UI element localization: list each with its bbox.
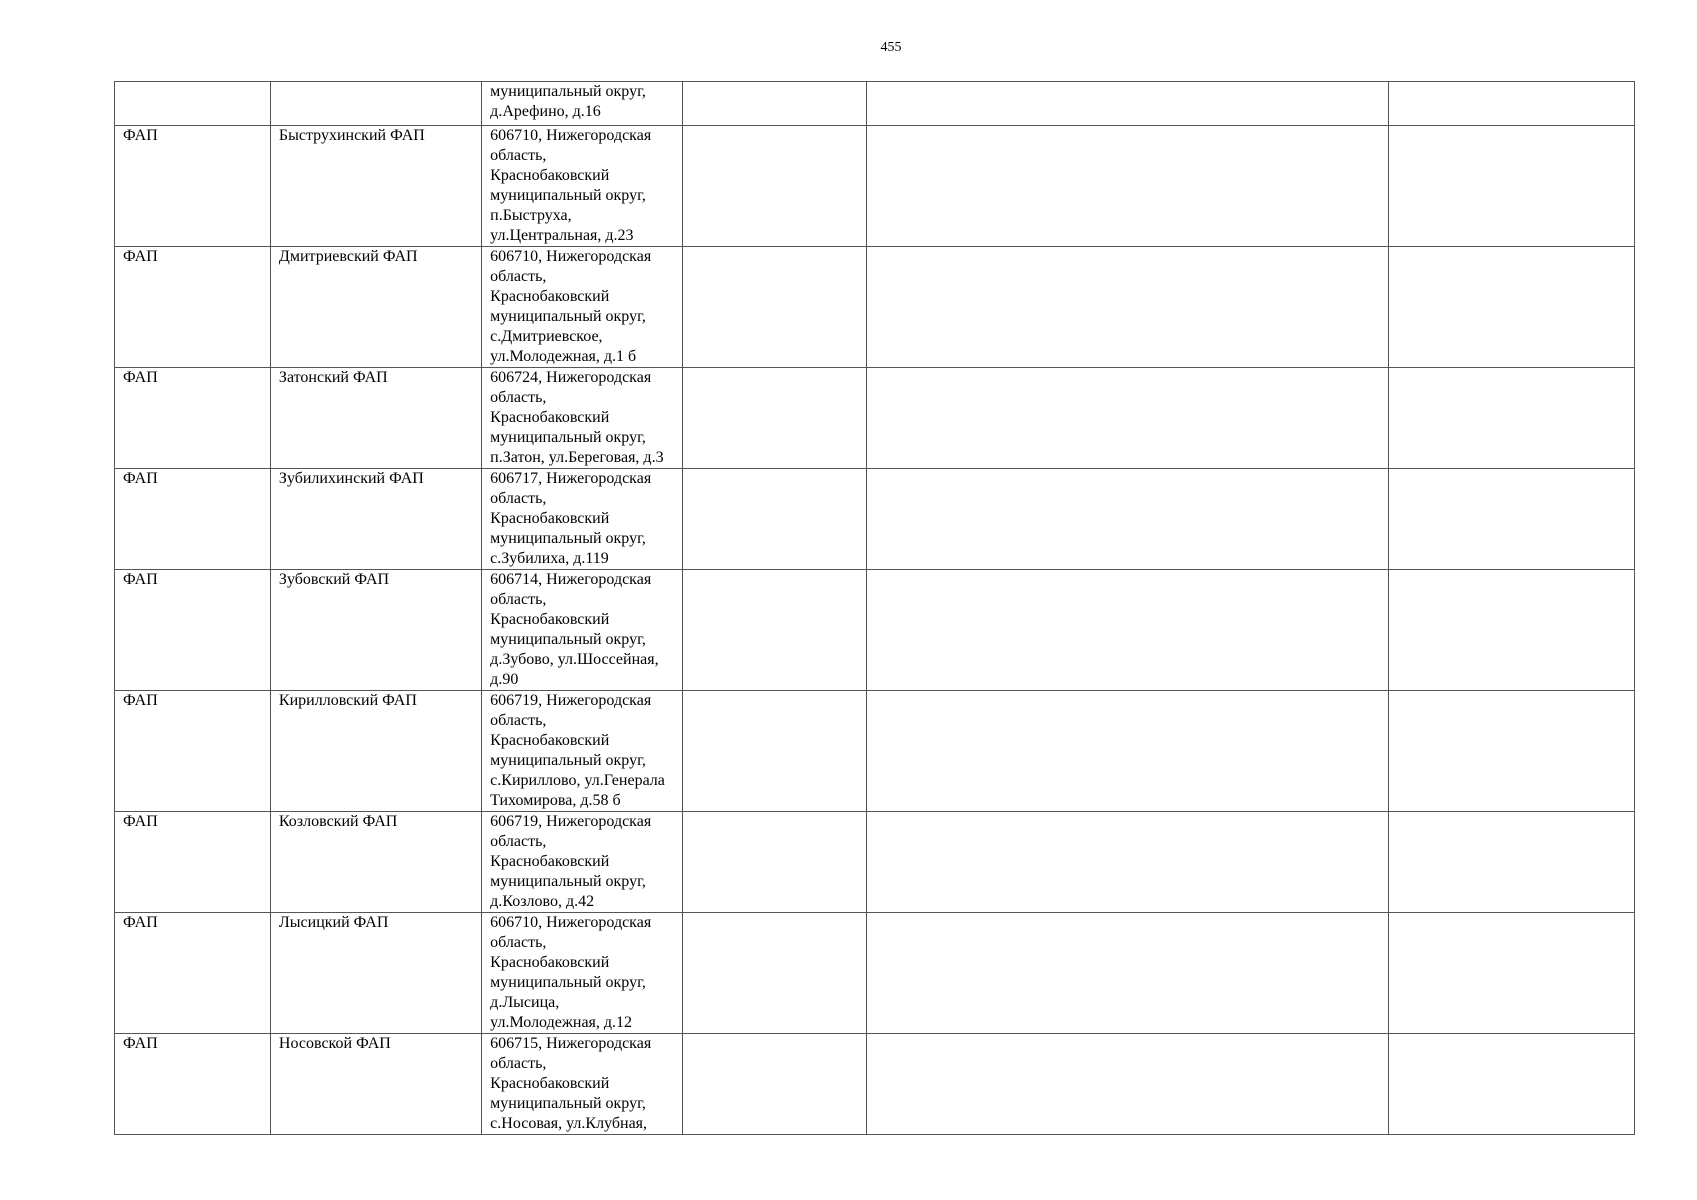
cell-address: 606710, Нижегородская область, Краснобаковский муниципальный округ, с.Дмитриевское, ул.Молодежная, д.1 б — [482, 247, 683, 368]
cell-col6 — [1388, 368, 1634, 469]
cell-col5 — [867, 812, 1388, 913]
cell-address: 606710, Нижегородская область, Краснобаковский муниципальный округ, п.Быструха, ул.Центральная, д.23 — [482, 126, 683, 247]
cell-address: 606719, Нижегородская область, Краснобаковский муниципальный округ, с.Кириллово, ул.Генерала Тихомирова, д.58 б — [482, 691, 683, 812]
cell-type: ФАП — [115, 691, 271, 812]
cell-type: ФАП — [115, 570, 271, 691]
cell-name: Носовской ФАП — [270, 1034, 481, 1135]
page-number: 455 — [880, 40, 902, 55]
cell-col5 — [867, 82, 1388, 126]
cell-type: ФАП — [115, 812, 271, 913]
table-row — [115, 1034, 1635, 1135]
cell-name — [270, 82, 481, 126]
cell-col4 — [683, 82, 867, 126]
cell-type: ФАП — [115, 1034, 271, 1135]
cell-col4 — [683, 1034, 867, 1135]
table-row — [115, 812, 1635, 913]
cell-col5 — [867, 570, 1388, 691]
table-row — [115, 82, 1635, 126]
cell-col5 — [867, 1034, 1388, 1135]
cell-col5 — [867, 913, 1388, 1034]
cell-type: ФАП — [115, 368, 271, 469]
cell-col4 — [683, 368, 867, 469]
cell-col4 — [683, 469, 867, 570]
cell-col4 — [683, 570, 867, 691]
table-row — [115, 570, 1635, 691]
cell-name: Затонский ФАП — [270, 368, 481, 469]
cell-col6 — [1388, 247, 1634, 368]
cell-name: Быструхинский ФАП — [270, 126, 481, 247]
cell-name: Козловский ФАП — [270, 812, 481, 913]
cell-type — [115, 82, 271, 126]
cell-col4 — [683, 812, 867, 913]
cell-name: Дмитриевский ФАП — [270, 247, 481, 368]
cell-type: ФАП — [115, 126, 271, 247]
cell-address: 606719, Нижегородская область, Краснобаковский муниципальный округ, д.Козлово, д.42 — [482, 812, 683, 913]
cell-col5 — [867, 368, 1388, 469]
table-row — [115, 247, 1635, 368]
cell-type: ФАП — [115, 469, 271, 570]
cell-col6 — [1388, 82, 1634, 126]
table-row — [115, 126, 1635, 247]
cell-address: муниципальный округ, д.Арефино, д.16 — [482, 82, 683, 126]
cell-name: Лысицкий ФАП — [270, 913, 481, 1034]
cell-col6 — [1388, 126, 1634, 247]
cell-col5 — [867, 691, 1388, 812]
cell-col6 — [1388, 913, 1634, 1034]
table-row — [115, 469, 1635, 570]
cell-col4 — [683, 126, 867, 247]
cell-address: 606724, Нижегородская область, Краснобаковский муниципальный округ, п.Затон, ул.Береговая, д.3 — [482, 368, 683, 469]
cell-col4 — [683, 913, 867, 1034]
cell-col6 — [1388, 691, 1634, 812]
cell-col6 — [1388, 812, 1634, 913]
table-row — [115, 691, 1635, 812]
cell-name: Кирилловский ФАП — [270, 691, 481, 812]
cell-address: 606717, Нижегородская область, Краснобаковский муниципальный округ, с.Зубилиха, д.119 — [482, 469, 683, 570]
cell-col5 — [867, 126, 1388, 247]
cell-col6 — [1388, 1034, 1634, 1135]
cell-type: ФАП — [115, 913, 271, 1034]
cell-col6 — [1388, 570, 1634, 691]
table-row — [115, 368, 1635, 469]
cell-address: 606710, Нижегородская область, Краснобаковский муниципальный округ, д.Лысица, ул.Молодежная, д.12 — [482, 913, 683, 1034]
cell-type: ФАП — [115, 247, 271, 368]
table-row — [115, 913, 1635, 1034]
cell-address: 606715, Нижегородская область, Краснобаковский муниципальный округ, с.Носовая, ул.Клубная, — [482, 1034, 683, 1135]
cell-col4 — [683, 247, 867, 368]
cell-col4 — [683, 691, 867, 812]
cell-col6 — [1388, 469, 1634, 570]
cell-name: Зубилихинский ФАП — [270, 469, 481, 570]
cell-col5 — [867, 469, 1388, 570]
cell-name: Зубовский ФАП — [270, 570, 481, 691]
cell-col5 — [867, 247, 1388, 368]
cell-address: 606714, Нижегородская область, Краснобаковский муниципальный округ, д.Зубово, ул.Шоссейная, д.90 — [482, 570, 683, 691]
facilities-table — [114, 81, 1635, 1135]
